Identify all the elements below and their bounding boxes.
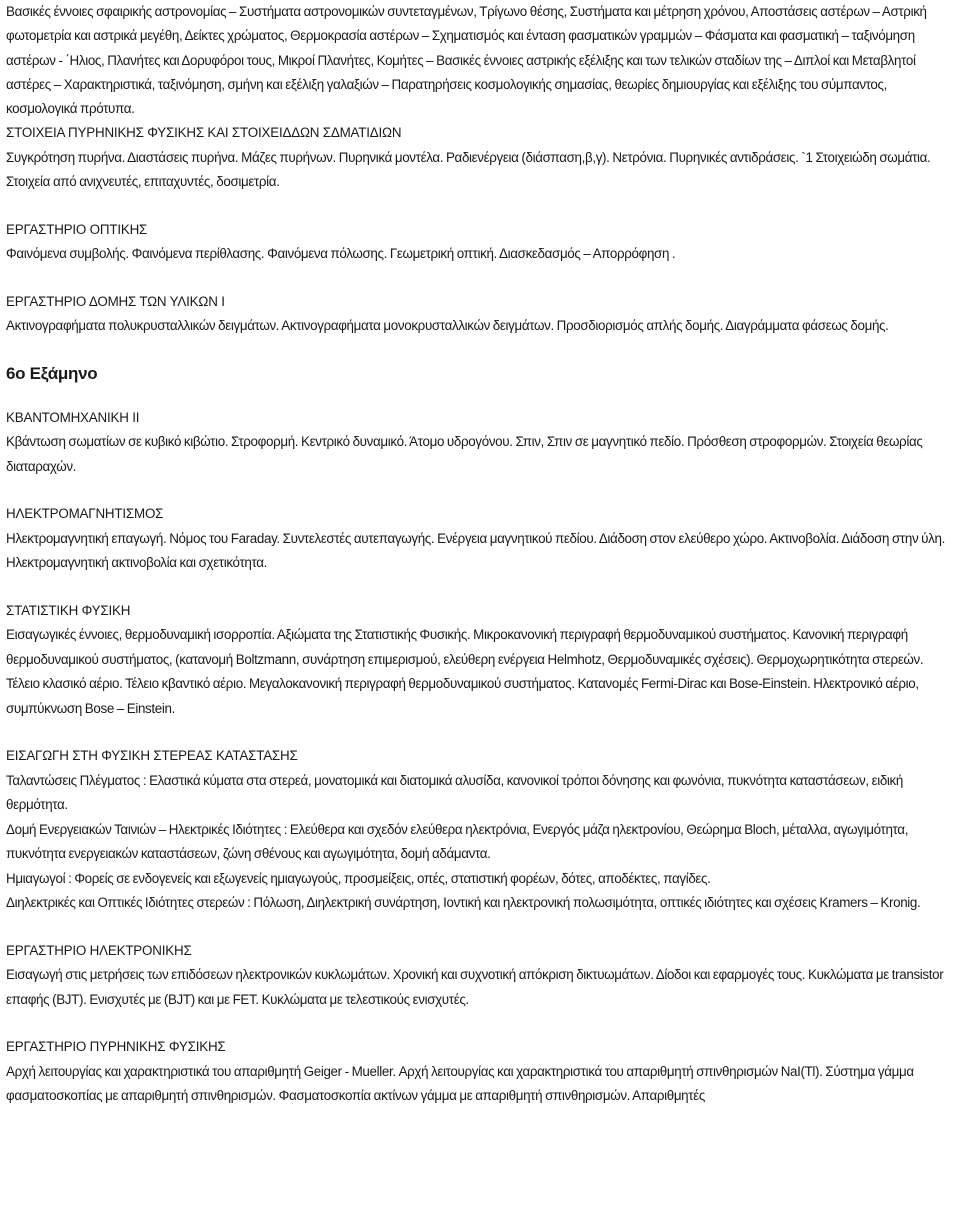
section-text: Αρχή λειτουργίας και χαρακτηριστικά του απαριθμητή Geiger - Mueller. Αρχή λειτουργίας και χαρακτηριστικά του απαριθμητή σπινθηρισμών NaI(Tl). Σύστημα γάμμα φασματοσκοπίας με απαριθμητή σπινθηρισμών. Φασματοσκοπία ακτίνων γάμμα με απαριθμητή σπινθηρισμών. Απαριθμητές	[6, 1063, 914, 1104]
section-electromagnetism	[6, 502, 954, 576]
section-text: Εισαγωγικές έννοιες, θερμοδυναμική ισορροπία. Αξιώματα της Στατιστικής Φυσικής. Μικροκανονική περιγραφή θερμοδυναμικού συστήματος. Κανονική περιγραφή θερμοδυναμικού συστήματος, (κατανομή Boltzmann, συνάρτηση επιμερισμού, ελεύθερη ενέργεια Helmhotz, Θερμοδυναμικές σχέσεις). Θερμοχωρητικότητα στερεών. Τέλειο κλασικό αέριο. Τέλειο κβαντικό αέριο. Μεγαλοκανονική περιγραφή θερμοδυναμικού συστήματος. Κατανομές Fermi-Dirac και Bose-Einstein. Ηλεκτρονικό αέριο, συμπύκνωση Bose – Einstein.	[6, 627, 924, 716]
section-optics-lab	[6, 218, 954, 267]
astronomy-description: Βασικές έννοιες σφαιρικής αστρονομίας – Συστήματα αστρονομικών συντεταγμένων, Τρίγωνο θέσης, Συστήματα και μέτρηση χρόνου, Αποστάσεις αστέρων – Αστρική φωτομετρία και αστρικά μεγέθη, Δείκτες χρώματος, Θερμοκρασία αστέρων – Σχηματισμός και ένταση φασματικών γραμμών – Φάσματα και φασματική – ταξινόμηση αστέρων - ΄Ηλιος, Πλανήτες και Δορυφόροι τους, Μικροί Πλανήτες, Κομήτες – Βασικές έννοιες αστρικής εξέλιξης και των τελικών σταδίων της – Διπλοί και Μεταβλητοί αστέρες – Χαρακτηριστικά, ταξινόμηση, σμήνη και εξέλιξη γαλαξιών – Παρατηρήσεις κοσμολογικής σημασίας, θεωρίες δημιουργίας και εξέλιξης του σύμπαντος, κοσμολογικά πρότυπα.	[6, 4, 927, 117]
section-title: ΕΙΣΑΓΩΓΗ ΣΤΗ ΦΥΣΙΚΗ ΣΤΕΡΕΑΣ ΚΑΤΑΣΤΑΣΗΣ	[6, 748, 298, 764]
section-text: Ηλεκτρομαγνητική επαγωγή. Νόμος του Faraday. Συντελεστές αυτεπαγωγής. Ενέργεια μαγνητικού πεδίου. Διάδοση στον ελεύθερο χώρο. Ακτινοβολία. Διάδοση στην ύλη. Ηλεκτρομαγνητική ακτινοβολία και σχετικότητα.	[6, 530, 945, 571]
section-statistical-physics	[6, 599, 954, 722]
section-text: Ακτινογραφήματα πολυκρυσταλλικών δειγμάτων. Ακτινογραφήματα μονοκρυσταλλικών δειγμάτων. Προσδιορισμός απλής δομής. Διαγράμματα φάσεως δομής.	[6, 318, 889, 334]
section-title: ΗΛΕΚΤΡΟΜΑΓΝΗΤΙΣΜΟΣ	[6, 506, 164, 522]
section-title: ΕΡΓΑΣΤΗΡΙΟ ΟΠΤΙΚΗΣ	[6, 221, 148, 237]
section-text: Εισαγωγή στις μετρήσεις των επιδόσεων ηλεκτρονικών κυκλωμάτων. Χρονική και συχνοτική απόκριση δικτυωμάτων. Δίοδοι και εφαρμογές τους. Κυκλώματα με transistor επαφής (BJT). Ενισχυτές με (BJT) και με FET. Κυκλώματα με τελεστικούς ενισχυτές.	[6, 967, 944, 1007]
section-electronics-lab	[6, 939, 954, 1013]
section-text: Κβάντωση σωματίων σε κυβικό κιβώτιο. Στροφορμή. Κεντρικό δυναμικό. Άτομο υδρογόνου. Σπιν, Σπιν σε μαγνητικό πεδίο. Πρόσθεση στροφορμών. Στοιχεία θεωρίας διαταραχών.	[6, 434, 923, 474]
section-paragraph: Διηλεκτρικές και Οπτικές Ιδιότητες στερεών : Πόλωση, Διηλεκτρική συνάρτηση, Ιοντική και ηλεκτρονική πολωσιμότητα, οπτικές ιδιότητες και σχέσεις Kramers – Kronig.	[6, 895, 921, 911]
section-text: Φαινόμενα συμβολής. Φαινόμενα περίθλασης. Φαινόμενα πόλωσης. Γεωμετρική οπτική. Διασκεδασμός – Απορρόφηση .	[6, 246, 676, 262]
section-paragraph: Ταλαντώσεις Πλέγματος : Ελαστικά κύματα στα στερεά, μονατομικά και διατομικά αλυσίδα, κανονικοί τρόποι δόνησης και φωνόνια, πυκνότητα καταστάσεων, ειδική θερμότητα.	[6, 772, 903, 813]
section-title: ΚΒΑΝΤΟΜΗΧΑΝΙΚΗ ΙΙ	[6, 409, 140, 425]
section-title: ΣΤΟΙΧΕΙΑ ΠΥΡΗΝΙΚΗΣ ΦΥΣΙΚΗΣ ΚΑΙ ΣΤΟΙΧΕΙΔΔΩΝ ΣΔΜΑΤΙΔΙΩΝ	[6, 125, 402, 141]
section-materials-lab	[6, 290, 954, 339]
section-paragraph: Δομή Ενεργειακών Ταινιών – Ηλεκτρικές Ιδιότητες : Ελεύθερα και σχεδόν ελεύθερα ηλεκτρόνια, Ενεργός μάζα ηλεκτρονίου, Θεώρημα Bloch, μέταλλα, αγωγιμότητα, πυκνότητα ενεργειακών καταστάσεων, ζώνη σθένους και αγωγιμότητα, δομή αδάμαντα.	[6, 821, 909, 862]
section-title: ΕΡΓΑΣΤΗΡΙΟ ΔΟΜΗΣ ΤΩΝ ΥΛΙΚΩΝ Ι	[6, 293, 225, 309]
section-text: Συγκρότηση πυρήνα. Διαστάσεις πυρήνα. Μάζες πυρήνων. Πυρηνικά μοντέλα. Ραδιενέργεια (διάσπαση,β,γ). Νετρόνια. Πυρηνικές αντιδράσεις. `1 Στοιχειώδη σωμάτια. Στοιχεία από ανιχνευτές, επιταχυντές, δοσιμετρία.	[6, 149, 931, 190]
section-title: ΕΡΓΑΣΤΗΡΙΟ ΗΛΕΚΤΡΟΝΙΚΗΣ	[6, 942, 192, 958]
section-nuclear-physics-lab	[6, 1035, 954, 1109]
semester-heading: 6ο Εξάμηνο	[6, 363, 98, 383]
section-quantum-mechanics	[6, 406, 954, 480]
section-paragraph: Ημιαγωγοί : Φορείς σε ενδογενείς και εξωγενείς ημιαγωγούς, προσμείξεις, οπές, στατιστική φορέων, δότες, αποδέκτες, παγίδες.	[6, 870, 711, 886]
section-title: ΕΡΓΑΣΤΗΡΙΟ ΠΥΡΗΝΙΚΗΣ ΦΥΣΙΚΗΣ	[6, 1039, 226, 1055]
section-title: ΣΤΑΤΙΣΤΙΚΗ ΦΥΣΙΚΗ	[6, 602, 131, 618]
section-solid-state	[6, 744, 954, 916]
section-nuclear-physics	[6, 121, 954, 195]
